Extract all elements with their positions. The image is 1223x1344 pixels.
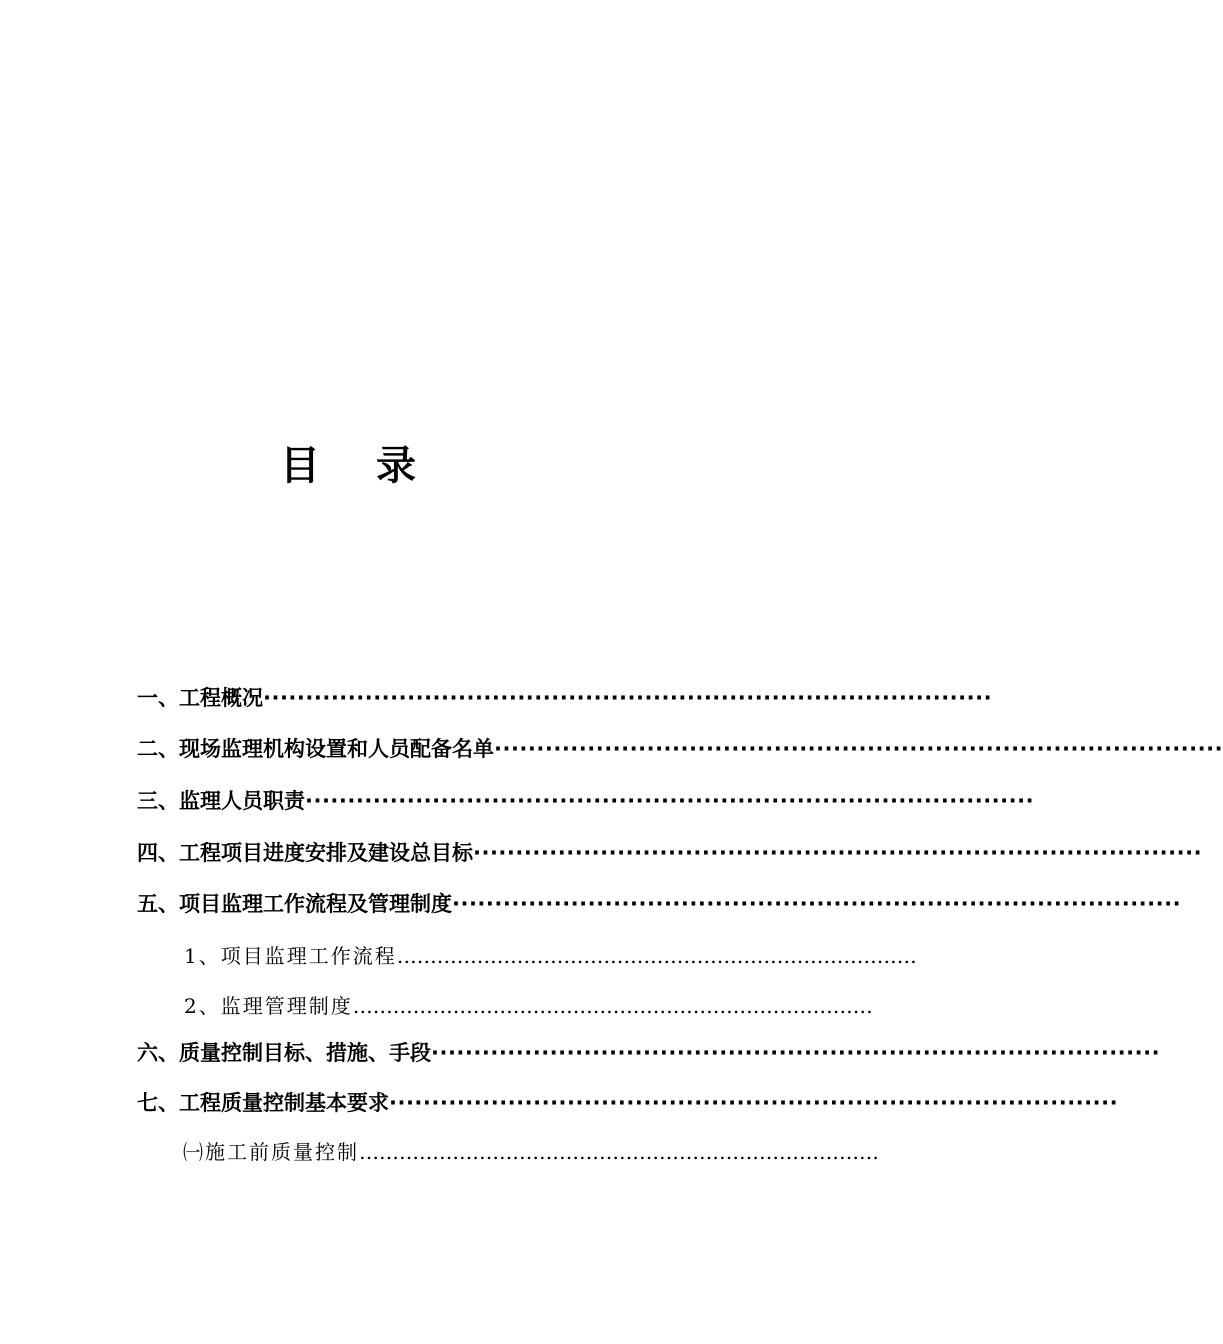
- toc-entry-schedule-goals[interactable]: [137, 837, 1203, 869]
- toc-dot-leader: ······················································································: [452, 892, 1182, 916]
- toc-entry-label: 六、质量控制目标、措施、手段: [137, 1041, 431, 1065]
- toc-entry-label: 一、工程概况: [137, 686, 263, 710]
- toc-entry-label: 四、工程项目进度安排及建设总目标: [137, 841, 473, 865]
- toc-dot-leader: ······················································································: [473, 841, 1203, 865]
- toc-dot-leader: ······················································································: [431, 1041, 1161, 1065]
- toc-entry-label: 二、现场监理机构设置和人员配备名单: [137, 737, 494, 761]
- toc-entry-label: 1、项目监理工作流程: [184, 944, 397, 968]
- toc-entry-workflow-management[interactable]: [137, 888, 1182, 920]
- toc-dot-leader: ……………………………………………………………………: [359, 1140, 879, 1164]
- toc-dot-leader: ······················································································: [305, 789, 1035, 813]
- toc-dot-leader: ……………………………………………………………………: [352, 994, 873, 1018]
- toc-entry-quality-control-goals[interactable]: [137, 1037, 1161, 1069]
- toc-entry-supervision-organization[interactable]: [137, 733, 1223, 765]
- toc-entry-label: 三、监理人员职责: [137, 789, 305, 813]
- toc-dot-leader: ······················································································: [263, 686, 993, 710]
- toc-entry-label: 2、监理管理制度: [184, 994, 353, 1018]
- toc-subentry-workflow[interactable]: [184, 940, 917, 972]
- title-char-1: 目: [280, 442, 320, 489]
- toc-subentry-pre-construction-quality[interactable]: [183, 1136, 879, 1168]
- toc-entry-quality-requirements[interactable]: [137, 1087, 1119, 1119]
- toc-entry-label: 七、工程质量控制基本要求: [137, 1091, 389, 1115]
- page-title: [280, 432, 416, 492]
- toc-subentry-management-system[interactable]: [184, 990, 873, 1022]
- toc-dot-leader: ······················································································: [389, 1091, 1119, 1115]
- toc-entry-supervisor-duties[interactable]: [137, 785, 1035, 817]
- toc-dot-leader: ······················································································: [494, 737, 1223, 761]
- toc-entry-label: ㈠施工前质量控制: [183, 1140, 359, 1164]
- title-char-2: 录: [376, 442, 416, 489]
- toc-entry-label: 五、项目监理工作流程及管理制度: [137, 892, 452, 916]
- toc-dot-leader: ……………………………………………………………………: [396, 944, 917, 968]
- toc-entry-project-overview[interactable]: [137, 682, 993, 714]
